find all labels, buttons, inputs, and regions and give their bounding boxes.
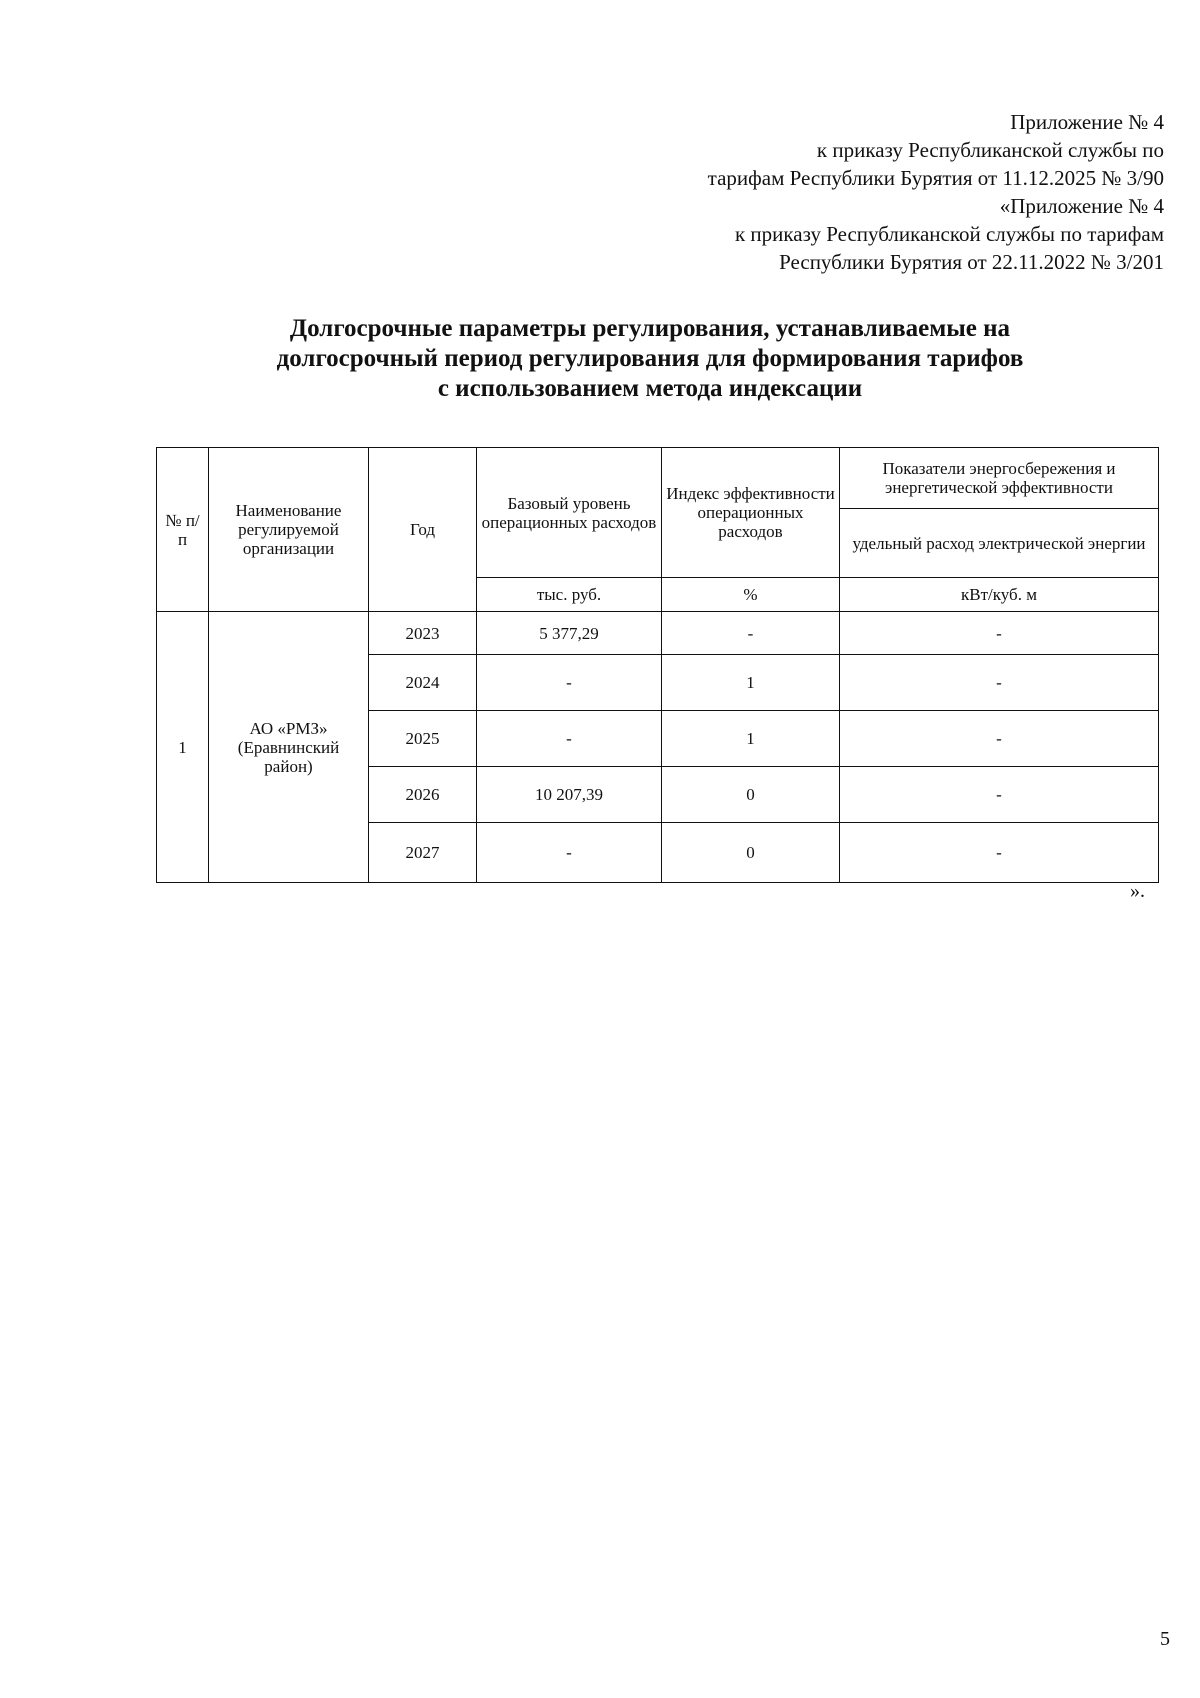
cell-index: 1 [662, 711, 840, 767]
cell-energy: - [840, 711, 1159, 767]
header-num: № п/п [157, 448, 209, 612]
cell-index: - [662, 612, 840, 655]
closing-quote: ». [1130, 880, 1145, 902]
unit-base: тыс. руб. [477, 578, 662, 612]
cell-year: 2023 [369, 612, 477, 655]
parameters-table [156, 447, 1159, 883]
unit-energy: кВт/куб. м [840, 578, 1159, 612]
header-org: Наименование регулируемой организации [209, 448, 369, 612]
header-line: «Приложение № 4 [999, 194, 1164, 218]
cell-year: 2025 [369, 711, 477, 767]
unit-index: % [662, 578, 840, 612]
title-line: долгосрочный период регулирования для формирования тарифов [276, 345, 1024, 372]
page-number: 5 [1160, 1628, 1170, 1650]
title-line: с использованием метода индексации [437, 375, 863, 402]
cell-base: 5 377,29 [477, 612, 662, 655]
header-line: к приказу Республиканской службы по тарифам [734, 222, 1164, 246]
document-title [150, 314, 1150, 404]
cell-energy: - [840, 655, 1159, 711]
cell-index: 1 [662, 655, 840, 711]
header-energy-group: Показатели энергосбережения и энергетической эффективности [840, 448, 1159, 509]
cell-energy: - [840, 612, 1159, 655]
cell-org: АО «РМЗ» (Еравнинский район) [209, 612, 369, 883]
header-line: Приложение № 4 [1010, 110, 1164, 134]
cell-year: 2024 [369, 655, 477, 711]
header-efficiency-index: Индекс эффективности операционных расходов [662, 448, 840, 578]
header-energy-sub: удельный расход электрической энергии [840, 509, 1159, 578]
header-base-level: Базовый уровень операционных расходов [477, 448, 662, 578]
header-line: к приказу Республиканской службы по [816, 138, 1164, 162]
appendix-header [708, 108, 1164, 276]
cell-num: 1 [157, 612, 209, 883]
cell-index: 0 [662, 767, 840, 823]
cell-base: - [477, 655, 662, 711]
cell-energy: - [840, 823, 1159, 883]
cell-base: - [477, 823, 662, 883]
cell-year: 2027 [369, 823, 477, 883]
cell-energy: - [840, 767, 1159, 823]
cell-year: 2026 [369, 767, 477, 823]
cell-base: - [477, 711, 662, 767]
cell-index: 0 [662, 823, 840, 883]
table-row [157, 612, 1159, 655]
header-year: Год [369, 448, 477, 612]
header-line: Республики Бурятия от 22.11.2022 № 3/201 [779, 250, 1164, 274]
title-line: Долгосрочные параметры регулирования, устанавливаемые на [289, 315, 1011, 342]
cell-base: 10 207,39 [477, 767, 662, 823]
header-line: тарифам Республики Бурятия от 11.12.2025 № 3/90 [707, 166, 1164, 190]
